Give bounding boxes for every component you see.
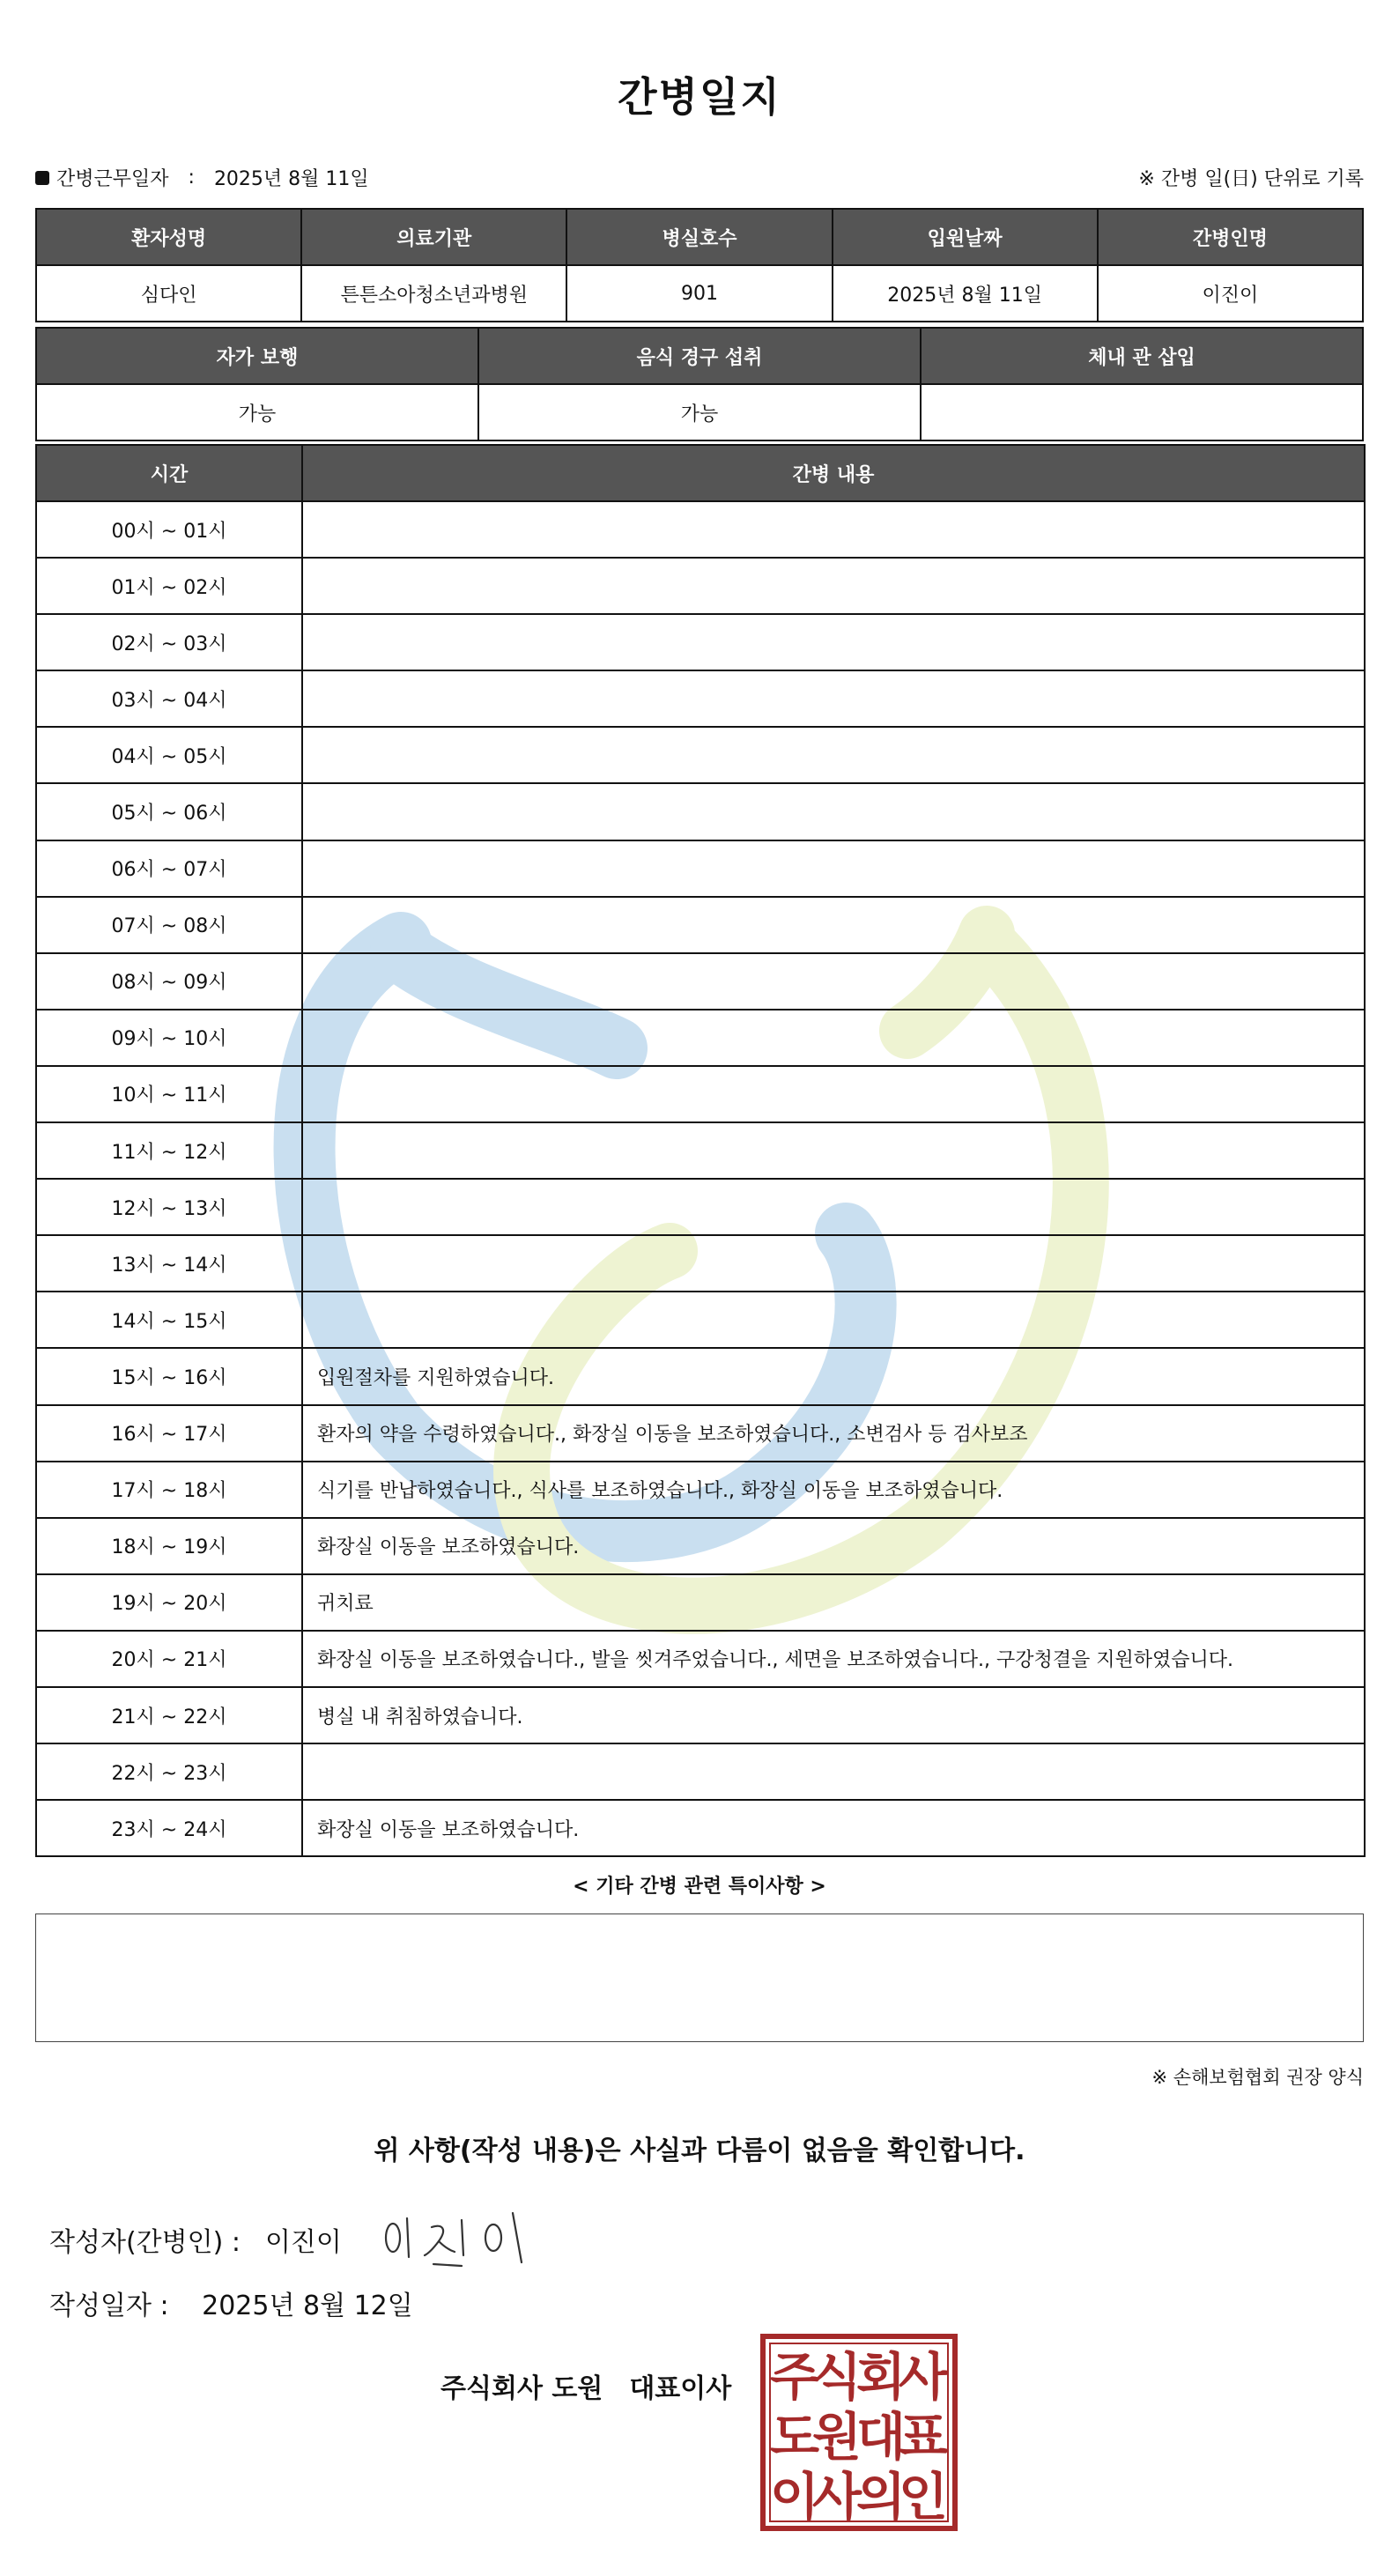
time-slot: 11시 ~ 12시 — [36, 1122, 302, 1179]
tube-insertion-value — [921, 384, 1363, 440]
care-content: 환자의 약을 수령하였습니다., 화장실 이동을 보조하였습니다., 소변검사 등 검사보조 — [302, 1405, 1365, 1462]
care-content — [302, 840, 1365, 897]
table-row — [36, 1235, 1365, 1292]
company-signoff — [440, 2366, 731, 2405]
caregiver-name: 이진이 — [1098, 265, 1363, 322]
time-slot: 23시 ~ 24시 — [36, 1800, 302, 1856]
table-row — [36, 1066, 1365, 1122]
self-walking-value: 가능 — [36, 384, 478, 440]
bullet-icon — [35, 171, 49, 185]
table-row — [36, 1462, 1365, 1518]
company-seal-stamp — [759, 2333, 959, 2532]
time-slot: 14시 ~ 15시 — [36, 1292, 302, 1348]
handwritten-signature — [381, 2202, 539, 2273]
table-row — [36, 1179, 1365, 1235]
care-content: 화장실 이동을 보조하였습니다. — [302, 1518, 1365, 1574]
header-admission-date: 입원날짜 — [833, 209, 1098, 265]
admission-date: 2025년 8월 11일 — [833, 265, 1098, 322]
time-slot: 12시 ~ 13시 — [36, 1179, 302, 1235]
table-row — [36, 614, 1365, 670]
table-row — [36, 501, 1365, 558]
time-slot: 07시 ~ 08시 — [36, 897, 302, 953]
hospital-name: 튼튼소아청소년과병원 — [301, 265, 566, 322]
written-date-value: 2025년 8월 12일 — [202, 2291, 413, 2321]
seal-character: 인 — [898, 2467, 949, 2527]
care-content — [302, 1292, 1365, 1348]
time-slot: 00시 ~ 01시 — [36, 501, 302, 558]
header-tube-insertion: 체내 관 삽입 — [921, 328, 1363, 384]
work-date-info — [35, 164, 369, 191]
info-row — [35, 164, 1364, 190]
table-row — [36, 783, 1365, 840]
time-slot: 13시 ~ 14시 — [36, 1235, 302, 1292]
page-title: 간병일지 — [618, 73, 781, 121]
time-slot: 03시 ~ 04시 — [36, 670, 302, 727]
patient-info-header-row — [36, 209, 1363, 265]
care-content — [302, 670, 1365, 727]
table-row — [36, 1122, 1365, 1179]
care-content — [302, 1179, 1365, 1235]
table-row — [36, 840, 1365, 897]
care-content — [302, 1066, 1365, 1122]
writer-name: 이진이 — [264, 2227, 342, 2258]
care-content — [302, 727, 1365, 783]
time-slot: 19시 ~ 20시 — [36, 1574, 302, 1631]
unit-note: ※ 간병 일(日) 단위로 기록 — [1138, 168, 1364, 190]
patient-status-value-row — [36, 384, 1363, 440]
writer-row — [49, 2220, 342, 2259]
table-row — [36, 1687, 1365, 1743]
written-date-row — [49, 2284, 413, 2322]
care-content: 화장실 이동을 보조하였습니다., 발을 씻겨주었습니다., 세면을 보조하였습니다., 구강청결을 지원하였습니다. — [302, 1631, 1365, 1687]
confirmation-statement: 위 사항(작성 내용)은 사실과 다름이 없음을 확인합니다. — [374, 2136, 1025, 2166]
patient-status-header-row — [36, 328, 1363, 384]
care-content — [302, 501, 1365, 558]
table-row — [36, 1405, 1365, 1462]
care-content — [302, 558, 1365, 614]
form-source-note: ※ 손해보험협회 권장 양식 — [1151, 2067, 1364, 2088]
table-row — [36, 1010, 1365, 1066]
header-care-content: 간병 내용 — [302, 445, 1365, 501]
care-log-header-row — [36, 445, 1365, 501]
care-content: 입원절차를 지원하였습니다. — [302, 1348, 1365, 1404]
patient-name: 심다인 — [36, 265, 301, 322]
header-patient-name: 환자성명 — [36, 209, 301, 265]
patient-info-value-row — [36, 265, 1363, 322]
table-row — [36, 897, 1365, 953]
time-slot: 20시 ~ 21시 — [36, 1631, 302, 1687]
special-notes-box — [35, 1913, 1364, 2042]
time-slot: 16시 ~ 17시 — [36, 1405, 302, 1462]
table-row — [36, 727, 1365, 783]
time-slot: 08시 ~ 09시 — [36, 953, 302, 1010]
care-content — [302, 1010, 1365, 1066]
care-content — [302, 953, 1365, 1010]
seal-character: 사 — [898, 2347, 949, 2407]
seal-character: 사 — [811, 2467, 862, 2527]
time-slot: 17시 ~ 18시 — [36, 1462, 302, 1518]
special-notes-title: < 기타 간병 관련 특이사항 > — [573, 1876, 826, 1898]
table-row — [36, 670, 1365, 727]
time-slot: 21시 ~ 22시 — [36, 1687, 302, 1743]
table-row — [36, 1574, 1365, 1631]
oral-intake-value: 가능 — [478, 384, 921, 440]
time-slot: 09시 ~ 10시 — [36, 1010, 302, 1066]
header-hospital: 의료기관 — [301, 209, 566, 265]
care-log-table — [35, 444, 1366, 1857]
header-time: 시간 — [36, 445, 302, 501]
ceo-title: 대표이사 — [629, 2373, 732, 2404]
care-content — [302, 1235, 1365, 1292]
time-slot: 01시 ~ 02시 — [36, 558, 302, 614]
seal-character: 식 — [811, 2347, 862, 2407]
time-slot: 02시 ~ 03시 — [36, 614, 302, 670]
time-slot: 05시 ~ 06시 — [36, 783, 302, 840]
seal-character: 주 — [769, 2347, 820, 2407]
care-content — [302, 1743, 1365, 1800]
writer-label: 작성자(간병인) : — [49, 2227, 241, 2258]
header-caregiver-name: 간병인명 — [1098, 209, 1363, 265]
written-date-label: 작성일자 : — [49, 2291, 169, 2321]
header-self-walking: 자가 보행 — [36, 328, 478, 384]
care-content — [302, 1122, 1365, 1179]
time-slot: 04시 ~ 05시 — [36, 727, 302, 783]
work-date-separator: : — [188, 167, 195, 189]
care-content: 식기를 반납하였습니다., 식사를 보조하였습니다., 화장실 이동을 보조하였습니다. — [302, 1462, 1365, 1518]
header-room-number: 병실호수 — [566, 209, 832, 265]
seal-character: 표 — [898, 2407, 949, 2467]
table-row — [36, 1800, 1365, 1856]
seal-character: 원 — [811, 2407, 862, 2467]
time-slot: 10시 ~ 11시 — [36, 1066, 302, 1122]
table-row — [36, 1292, 1365, 1348]
time-slot: 22시 ~ 23시 — [36, 1743, 302, 1800]
time-slot: 06시 ~ 07시 — [36, 840, 302, 897]
time-slot: 18시 ~ 19시 — [36, 1518, 302, 1574]
seal-character: 이 — [769, 2467, 820, 2527]
table-row — [36, 1348, 1365, 1404]
work-date-value: 2025년 8월 11일 — [213, 168, 369, 190]
table-row — [36, 1518, 1365, 1574]
company-name: 주식회사 도원 — [440, 2373, 603, 2404]
header-oral-intake: 음식 경구 섭취 — [478, 328, 921, 384]
table-row — [36, 953, 1365, 1010]
care-content — [302, 783, 1365, 840]
care-content — [302, 614, 1365, 670]
work-date-label: 간병근무일자 — [56, 168, 169, 190]
care-content: 병실 내 취침하였습니다. — [302, 1687, 1365, 1743]
seal-character: 도 — [769, 2407, 820, 2467]
patient-status-table — [35, 327, 1364, 441]
care-content: 귀치료 — [302, 1574, 1365, 1631]
patient-info-table — [35, 208, 1364, 322]
time-slot: 15시 ~ 16시 — [36, 1348, 302, 1404]
care-content: 화장실 이동을 보조하였습니다. — [302, 1800, 1365, 1856]
care-content — [302, 897, 1365, 953]
seal-character: 회 — [855, 2347, 907, 2407]
seal-character: 의 — [855, 2467, 907, 2527]
room-number: 901 — [566, 265, 832, 322]
table-row — [36, 1743, 1365, 1800]
seal-character: 대 — [855, 2407, 907, 2467]
table-row — [36, 1631, 1365, 1687]
table-row — [36, 558, 1365, 614]
